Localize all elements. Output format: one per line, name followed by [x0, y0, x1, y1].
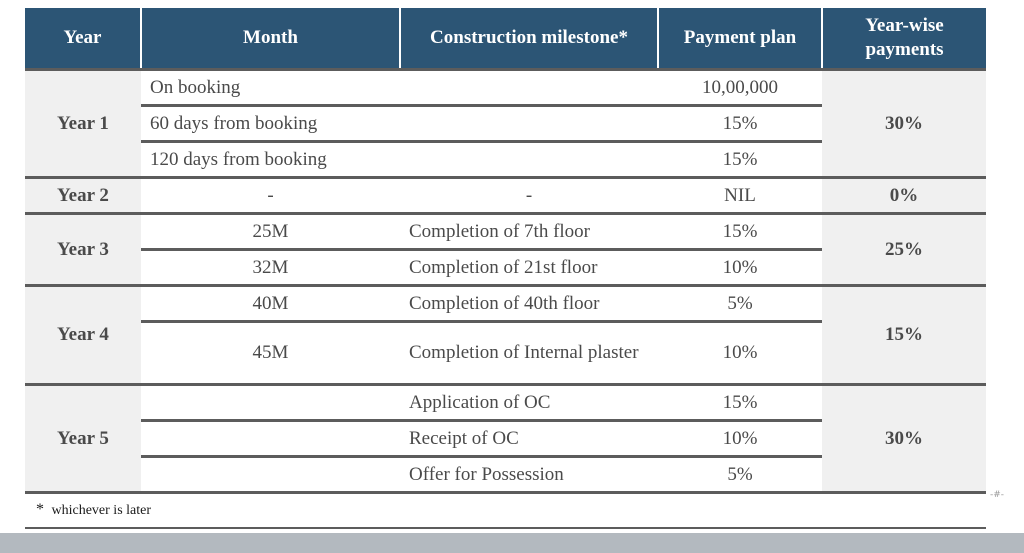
- year-label: Year 1: [25, 70, 141, 178]
- payment-cell: 15%: [658, 106, 822, 142]
- table-row: [25, 286, 986, 322]
- month-cell: 25M: [141, 214, 400, 250]
- payment-cell: 15%: [658, 142, 822, 178]
- payment-cell: NIL: [658, 178, 822, 214]
- header-month: Month: [141, 8, 400, 70]
- payment-cell: 15%: [658, 385, 822, 421]
- month-cell: [141, 457, 400, 493]
- year-label: Year 4: [25, 286, 141, 385]
- payment-cell: 5%: [658, 286, 822, 322]
- year-label: Year 2: [25, 178, 141, 214]
- year-wise-payment: 15%: [822, 286, 986, 385]
- year-wise-payment: 30%: [822, 70, 986, 178]
- table-header-row: [25, 8, 986, 70]
- year-wise-payment: 0%: [822, 178, 986, 214]
- payment-cell: 10,00,000: [658, 70, 822, 106]
- year-label: Year 5: [25, 385, 141, 493]
- month-cell: On booking: [141, 70, 400, 106]
- bottom-band: [0, 533, 1024, 553]
- month-cell: [141, 385, 400, 421]
- payment-cell: 10%: [658, 322, 822, 385]
- payment-cell: 15%: [658, 214, 822, 250]
- table-row: [25, 214, 986, 250]
- header-payment-plan: Payment plan: [658, 8, 822, 70]
- payment-plan-table: [25, 8, 986, 494]
- header-year-wise-payments: Year-wise payments: [822, 8, 986, 70]
- milestone-cell: [400, 142, 658, 178]
- year-wise-payment: 25%: [822, 214, 986, 286]
- month-cell: 60 days from booking: [141, 106, 400, 142]
- milestone-cell: Completion of 7th floor: [400, 214, 658, 250]
- milestone-cell: Completion of 40th floor: [400, 286, 658, 322]
- payment-cell: 10%: [658, 421, 822, 457]
- month-cell: 120 days from booking: [141, 142, 400, 178]
- table-row: [25, 178, 986, 214]
- year-wise-payment: 30%: [822, 385, 986, 493]
- payment-cell: 10%: [658, 250, 822, 286]
- page-mark: -#-: [990, 490, 1005, 500]
- milestone-cell: [400, 70, 658, 106]
- year-label: Year 3: [25, 214, 141, 286]
- milestone-cell: [400, 106, 658, 142]
- month-cell: 32M: [141, 250, 400, 286]
- header-year: Year: [25, 8, 141, 70]
- milestone-cell: Completion of 21st floor: [400, 250, 658, 286]
- month-cell: 40M: [141, 286, 400, 322]
- month-cell: -: [141, 178, 400, 214]
- payment-cell: 5%: [658, 457, 822, 493]
- table-row: [25, 385, 986, 421]
- milestone-cell: -: [400, 178, 658, 214]
- month-cell: [141, 421, 400, 457]
- milestone-cell: Application of OC: [400, 385, 658, 421]
- milestone-cell: Offer for Possession: [400, 457, 658, 493]
- footnote: [36, 501, 151, 519]
- footnote-text: whichever is later: [51, 503, 152, 518]
- month-cell: 45M: [141, 322, 400, 385]
- header-milestone: Construction milestone*: [400, 8, 658, 70]
- table-row: [25, 70, 986, 106]
- milestone-cell: Receipt of OC: [400, 421, 658, 457]
- footnote-star: *: [36, 501, 44, 518]
- footer-divider: [25, 527, 986, 529]
- milestone-cell: Completion of Internal plaster: [400, 322, 658, 385]
